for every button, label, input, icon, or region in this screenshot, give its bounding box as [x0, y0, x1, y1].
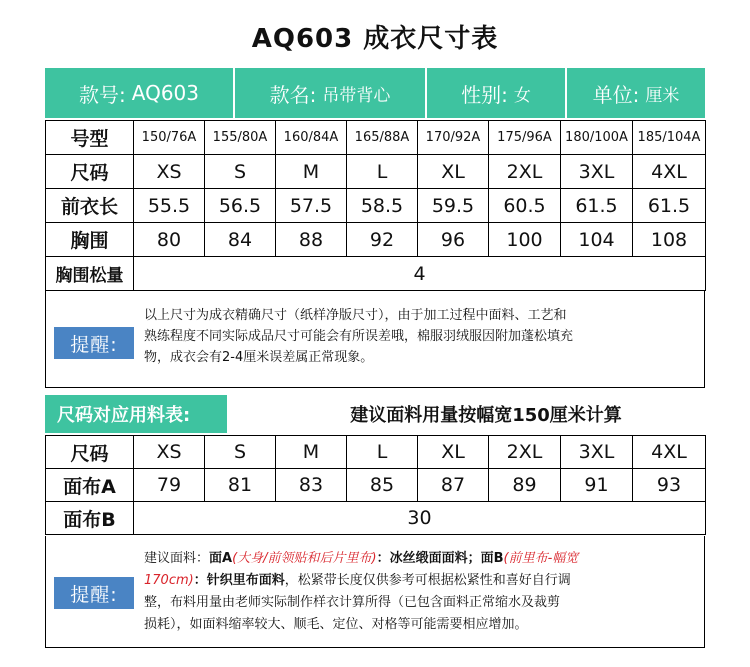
table-row — [46, 155, 706, 189]
note-line: 以上尺寸为成衣精确尺寸（纸样净版尺寸），由于加工过程中面料、工艺和 — [144, 308, 567, 323]
table-cell: 85 — [347, 469, 418, 502]
table-cell: 4XL — [633, 155, 706, 189]
table-cell: 89 — [489, 469, 561, 502]
table-cell: 79 — [134, 469, 205, 502]
size-note-text — [144, 305, 699, 368]
fabric-note — [45, 536, 705, 648]
table-cell: 96 — [418, 223, 489, 257]
table-cell: 3XL — [561, 436, 633, 469]
table-cell: M — [276, 436, 347, 469]
table-cell: 91 — [561, 469, 633, 502]
table-cell: XS — [134, 155, 205, 189]
gender-label: 性别: — [461, 82, 508, 107]
table-cell: 180/100A — [561, 121, 633, 155]
table-cell: 84 — [205, 223, 276, 257]
table-cell: XL — [418, 436, 489, 469]
fabric-a-label: 面布A — [46, 469, 134, 502]
table-row — [46, 121, 706, 155]
table-cell: XS — [134, 436, 205, 469]
table-cell: 55.5 — [134, 189, 205, 223]
note-line — [144, 570, 700, 592]
table-cell: 185/104A — [633, 121, 706, 155]
page-title: AQ603 成衣尺寸表 — [251, 24, 499, 54]
table-cell: L — [347, 436, 418, 469]
table-cell: 160/84A — [276, 121, 347, 155]
size-table — [45, 120, 706, 291]
gender — [427, 68, 567, 118]
fabric-b-value: 30 — [134, 502, 706, 535]
gender-value: 女 — [513, 85, 531, 106]
table-cell: 59.5 — [418, 189, 489, 223]
table-cell: 104 — [561, 223, 633, 257]
note-line: 整，布料用量由老师实际制作样衣计算所得（已包含面料正常缩水及裁剪 — [144, 595, 561, 610]
table-cell: 108 — [633, 223, 706, 257]
note-segment: ：冰丝缎面面料；面B — [376, 551, 504, 566]
size-label: 尺码 — [46, 155, 134, 189]
usage-label: 尺码对应用料表: — [45, 395, 227, 433]
table-cell: 58.5 — [347, 189, 418, 223]
table-cell: 57.5 — [276, 189, 347, 223]
length-label: 前衣长 — [46, 189, 134, 223]
table-cell: 150/76A — [134, 121, 205, 155]
style-name-value: 吊带背心 — [322, 85, 391, 106]
table-cell: 100 — [489, 223, 561, 257]
table-cell: 93 — [633, 469, 706, 502]
note-segment: ：针织里布面料 — [193, 573, 285, 588]
usage-title: 建议面料用量按幅宽150厘米计算 — [350, 405, 622, 426]
style-number — [45, 68, 235, 118]
note-line: 损耗），如面料缩率较大、顺毛、定位、对格等可能需要相应增加。 — [144, 617, 528, 632]
fabric-usage-table — [45, 435, 706, 535]
size-label: 尺码 — [46, 436, 134, 469]
table-cell: 175/96A — [489, 121, 561, 155]
bust-label: 胸围 — [46, 223, 134, 257]
fabric-b-label: 面布B — [46, 502, 134, 535]
note-segment: 面A — [209, 551, 233, 566]
table-cell: 61.5 — [633, 189, 706, 223]
table-cell: 81 — [205, 469, 276, 502]
style-number-value: AQ603 — [131, 81, 199, 105]
tip-badge: 提醒: — [54, 577, 134, 609]
table-row — [46, 436, 706, 469]
table-cell: 2XL — [489, 155, 561, 189]
note-line — [144, 548, 700, 570]
table-cell: 4XL — [633, 436, 706, 469]
product-header — [45, 68, 705, 118]
table-row — [46, 223, 706, 257]
style-name-label: 款名: — [269, 82, 317, 107]
table-row — [46, 189, 706, 223]
note-highlight: (前里布-幅宽 — [503, 551, 579, 566]
table-cell: 56.5 — [205, 189, 276, 223]
note-highlight: 170cm) — [144, 573, 194, 588]
note-segment: ，松紧带长度仅供参考可根据松紧性和喜好自行调 — [284, 573, 571, 588]
table-cell: 88 — [276, 223, 347, 257]
style-name — [235, 68, 427, 118]
table-cell: 83 — [276, 469, 347, 502]
unit — [567, 68, 705, 118]
note-line: 熟练程度不同实际成品尺寸可能会有所误差哦，棉服羽绒服因附加蓬松填充 — [144, 329, 574, 344]
table-row — [46, 502, 706, 535]
unit-label: 单位: — [592, 82, 640, 107]
table-cell: M — [276, 155, 347, 189]
table-cell: 170/92A — [418, 121, 489, 155]
style-number-label: 款号: — [79, 82, 126, 107]
table-cell: 60.5 — [489, 189, 561, 223]
table-cell: 61.5 — [561, 189, 633, 223]
table-cell: 3XL — [561, 155, 633, 189]
table-cell: XL — [418, 155, 489, 189]
table-cell: 2XL — [489, 436, 561, 469]
ease-label: 胸围松量 — [46, 257, 134, 291]
tip-badge: 提醒: — [54, 327, 134, 359]
table-row — [46, 469, 706, 502]
usage-header — [45, 395, 705, 435]
table-cell: 165/88A — [347, 121, 418, 155]
table-cell: 92 — [347, 223, 418, 257]
fabric-note-text — [144, 548, 700, 636]
table-cell: 155/80A — [205, 121, 276, 155]
table-cell: L — [347, 155, 418, 189]
note-segment: 建议面料： — [144, 551, 210, 566]
table-row — [46, 257, 706, 291]
hao-label: 号型 — [46, 121, 134, 155]
note-highlight: (大身/前领贴和后片里布) — [232, 551, 377, 566]
table-cell: 80 — [134, 223, 205, 257]
note-line: 物，成衣会有2-4厘米误差属正常现象。 — [144, 350, 374, 365]
table-cell: S — [205, 436, 276, 469]
size-note — [45, 290, 705, 388]
ease-value: 4 — [134, 257, 706, 291]
table-cell: 87 — [418, 469, 489, 502]
unit-value: 厘米 — [645, 85, 680, 106]
table-cell: S — [205, 155, 276, 189]
